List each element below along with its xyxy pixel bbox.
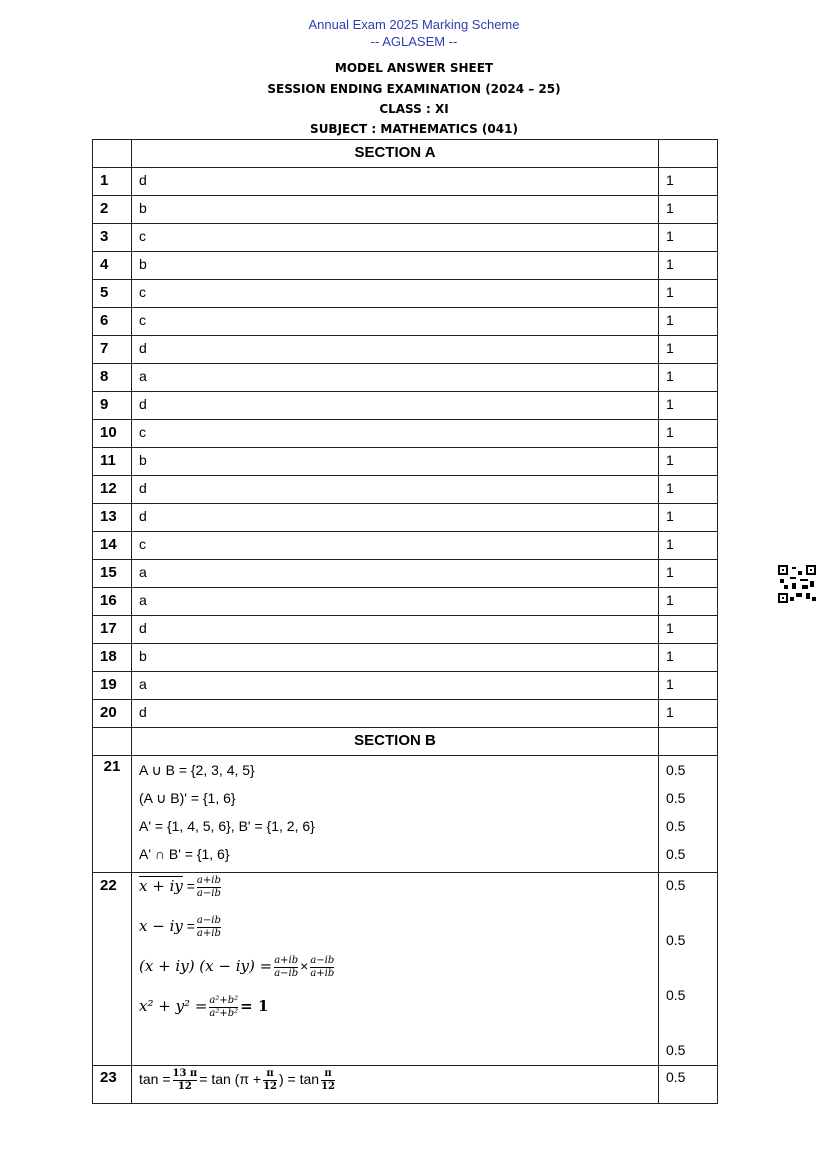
table-row	[93, 644, 718, 672]
marks: 1	[659, 448, 718, 476]
question-number: 7	[93, 336, 132, 364]
answer: b	[132, 448, 659, 476]
table-row	[93, 196, 718, 224]
table-row	[93, 616, 718, 644]
table-row	[93, 588, 718, 616]
marks: 1	[659, 252, 718, 280]
table-row-q22: 22 x + iy = $\frac{a+ib}{a-ib}$ x − iy = $\frac{a-ib}{a+ib}$ (x + iy) (x − iy) = $\frac{a+ib}{a-ib}$ × $\frac{a-ib}{a+ib}$ x² + y² = $\frac{\text{a²+b²}}{\text{a²+b²}}$ = 1 0.5 0.5 0.5 0.5	[93, 873, 718, 1066]
table-row	[93, 364, 718, 392]
question-number: 5	[93, 280, 132, 308]
marks: 1	[659, 644, 718, 672]
question-number: 18	[93, 644, 132, 672]
answer: d	[132, 504, 659, 532]
question-number: 12	[93, 476, 132, 504]
question-number: 6	[93, 308, 132, 336]
question-number: 8	[93, 364, 132, 392]
class-label: CLASS : XI	[379, 102, 449, 116]
subject-label: SUBJECT : MATHEMATICS (041)	[310, 122, 518, 136]
table-row-q23: 23 tan = $\frac{13 \pi}{12}$ = tan (π + $\frac{\pi}{12}$ ) = tan $\frac{\pi}{12}$ 0.5	[93, 1066, 718, 1104]
table-row	[93, 392, 718, 420]
marks: 1	[659, 196, 718, 224]
question-number: 2	[93, 196, 132, 224]
answer: d	[132, 700, 659, 728]
marks: 1	[659, 672, 718, 700]
table-row	[93, 252, 718, 280]
answer: a	[132, 672, 659, 700]
answer: a	[132, 588, 659, 616]
answer: b	[132, 252, 659, 280]
table-row	[93, 504, 718, 532]
table-row	[93, 476, 718, 504]
table-row	[93, 532, 718, 560]
marks: 1	[659, 308, 718, 336]
question-number: 16	[93, 588, 132, 616]
section-b-header: SECTION B	[93, 728, 718, 756]
table-row	[93, 672, 718, 700]
marks: 1	[659, 336, 718, 364]
watermark-brand: -- AGLASEM --	[370, 34, 458, 49]
marks: 1	[659, 700, 718, 728]
question-number: 17	[93, 616, 132, 644]
table-row	[93, 560, 718, 588]
question-number: 11	[93, 448, 132, 476]
question-number: 14	[93, 532, 132, 560]
answer: c	[132, 224, 659, 252]
table-row	[93, 700, 718, 728]
section-a-header: SECTION A	[93, 140, 718, 168]
answer: c	[132, 420, 659, 448]
marks: 1	[659, 588, 718, 616]
marks: 1	[659, 616, 718, 644]
table-row	[93, 448, 718, 476]
marks: 1	[659, 224, 718, 252]
marks: 1	[659, 560, 718, 588]
answer: a	[132, 364, 659, 392]
marks: 1	[659, 476, 718, 504]
answer: b	[132, 644, 659, 672]
marks: 1	[659, 168, 718, 196]
answer: c	[132, 532, 659, 560]
answer: b	[132, 196, 659, 224]
marks: 1	[659, 532, 718, 560]
answer: d	[132, 616, 659, 644]
question-number: 15	[93, 560, 132, 588]
table-row	[93, 336, 718, 364]
watermark-title: Annual Exam 2025 Marking Scheme	[308, 17, 520, 32]
table-row	[93, 224, 718, 252]
doc-title: MODEL ANSWER SHEET	[334, 61, 494, 75]
marks: 1	[659, 420, 718, 448]
marks: 1	[659, 504, 718, 532]
answer: c	[132, 308, 659, 336]
marks: 1	[659, 280, 718, 308]
table-row-q21: 21 A ∪ B = {2, 3, 4, 5} (A ∪ B)' = {1, 6} A' = {1, 4, 5, 6}, B' = {1, 2, 6} A' ∩ B' = {1, 6} 0.5 0.5 0.5 0.5	[93, 756, 718, 873]
qr-code-icon	[778, 565, 816, 603]
answer: a	[132, 560, 659, 588]
question-number: 20	[93, 700, 132, 728]
question-number: 19	[93, 672, 132, 700]
answer: d	[132, 476, 659, 504]
answer: c	[132, 280, 659, 308]
table-row	[93, 420, 718, 448]
table-row	[93, 280, 718, 308]
question-number: 9	[93, 392, 132, 420]
marks: 1	[659, 364, 718, 392]
answer: d	[132, 168, 659, 196]
question-number: 3	[93, 224, 132, 252]
table-row	[93, 168, 718, 196]
table-row	[93, 308, 718, 336]
exam-name: SESSION ENDING EXAMINATION (2024 – 25)	[267, 82, 561, 96]
question-number: 4	[93, 252, 132, 280]
question-number: 10	[93, 420, 132, 448]
question-number: 13	[93, 504, 132, 532]
answer-table	[92, 139, 718, 1104]
marks: 1	[659, 392, 718, 420]
question-number: 1	[93, 168, 132, 196]
answer: d	[132, 336, 659, 364]
answer: d	[132, 392, 659, 420]
